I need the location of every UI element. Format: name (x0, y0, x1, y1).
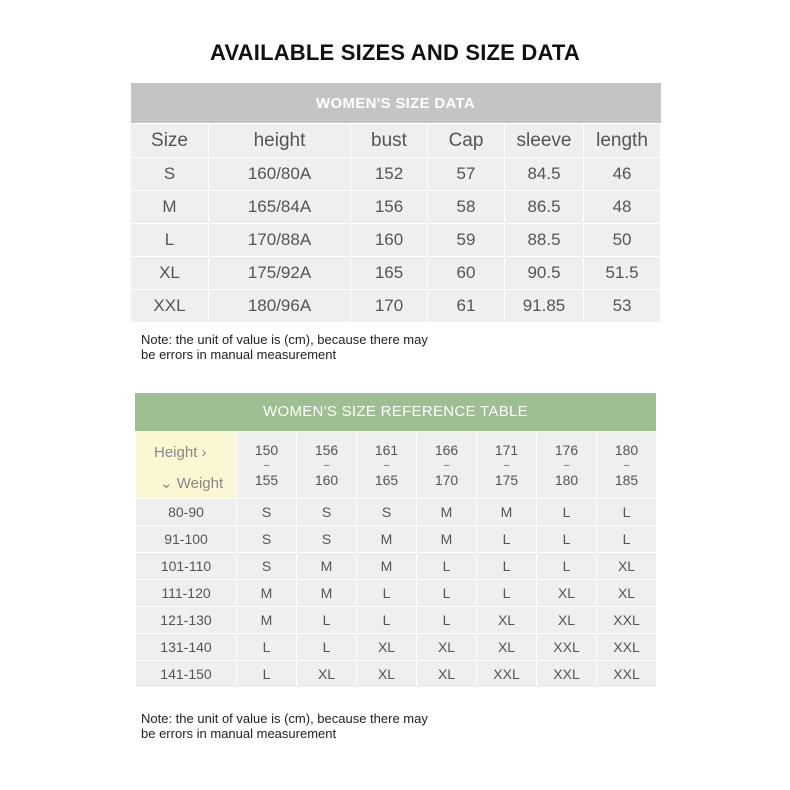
size-cell: M (417, 526, 477, 553)
table-cell: 61 (428, 290, 505, 323)
height-range-cell: 161 – 165 (357, 432, 417, 499)
table-cell: 48 (584, 191, 661, 224)
size-cell: XL (537, 607, 597, 634)
table-cell: 165/84A (209, 191, 351, 224)
table-cell: 160/80A (209, 158, 351, 191)
table-cell: 51.5 (584, 257, 661, 290)
size-cell: S (237, 553, 297, 580)
size-data-table (130, 83, 661, 323)
size-cell: M (417, 499, 477, 526)
size-cell: XL (597, 553, 657, 580)
size-data-banner: WOMEN'S SIZE DATA (131, 83, 661, 124)
size-cell: L (297, 607, 357, 634)
table-cell: L (131, 224, 209, 257)
table-cell: 60 (428, 257, 505, 290)
header-cell: bust (351, 124, 428, 158)
note-line: be errors in manual measurement (141, 347, 337, 362)
table-row (136, 553, 657, 580)
weight-range-cell: 80-90 (136, 499, 237, 526)
size-cell: L (537, 526, 597, 553)
size-cell: XXL (597, 634, 657, 661)
size-cell: L (537, 499, 597, 526)
height-range-cell: 166 – 170 (417, 432, 477, 499)
height-axis-label: Height › (154, 444, 207, 461)
table-row (136, 526, 657, 553)
size-cell: XL (537, 580, 597, 607)
size-data-note (141, 332, 501, 362)
table-cell: S (131, 158, 209, 191)
table-cell: M (131, 191, 209, 224)
height-range-cell: 156 – 160 (297, 432, 357, 499)
table-cell: XL (131, 257, 209, 290)
size-cell: XXL (537, 661, 597, 688)
table-cell: 59 (428, 224, 505, 257)
size-cell: L (417, 580, 477, 607)
table-cell: 160 (351, 224, 428, 257)
header-cell: Size (131, 124, 209, 158)
page-title: AVAILABLE SIZES AND SIZE DATA (209, 40, 581, 65)
table-row (131, 257, 661, 290)
table-row (136, 661, 657, 688)
size-cell: L (357, 580, 417, 607)
reference-header-row (136, 432, 657, 499)
size-cell: L (237, 634, 297, 661)
size-cell: L (477, 553, 537, 580)
size-cell: L (597, 499, 657, 526)
note-line: be errors in manual measurement (141, 726, 337, 741)
size-cell: XL (357, 634, 417, 661)
table-cell: 53 (584, 290, 661, 323)
weight-range-cell: 141-150 (136, 661, 237, 688)
size-cell: S (357, 499, 417, 526)
table-row (136, 499, 657, 526)
weight-axis-label: ⌄ Weight (160, 475, 224, 492)
size-cell: XXL (537, 634, 597, 661)
size-cell: S (297, 499, 357, 526)
table-cell: 91.85 (505, 290, 584, 323)
height-range-cell: 180 – 185 (597, 432, 657, 499)
table-cell: 84.5 (505, 158, 584, 191)
size-cell: XL (297, 661, 357, 688)
table-row (136, 607, 657, 634)
table-row (131, 191, 661, 224)
table-cell: 46 (584, 158, 661, 191)
size-reference-table (135, 431, 657, 688)
size-cell: M (297, 553, 357, 580)
table-cell: 50 (584, 224, 661, 257)
table-cell: 88.5 (505, 224, 584, 257)
size-data-header-row (131, 124, 661, 158)
table-cell: 86.5 (505, 191, 584, 224)
size-cell: M (477, 499, 537, 526)
weight-range-cell: 111-120 (136, 580, 237, 607)
weight-range-cell: 101-110 (136, 553, 237, 580)
table-cell: 170 (351, 290, 428, 323)
table-row (136, 634, 657, 661)
header-cell: sleeve (505, 124, 584, 158)
size-cell: L (297, 634, 357, 661)
table-cell: 57 (428, 158, 505, 191)
reference-note (141, 711, 501, 741)
size-cell: XL (597, 580, 657, 607)
table-row (136, 580, 657, 607)
header-cell: Cap (428, 124, 505, 158)
table-cell: 58 (428, 191, 505, 224)
size-cell: XL (357, 661, 417, 688)
size-cell: L (357, 607, 417, 634)
size-cell: XL (417, 661, 477, 688)
size-cell: S (237, 499, 297, 526)
height-range-cell: 176 – 180 (537, 432, 597, 499)
size-cell: M (357, 553, 417, 580)
table-row (131, 290, 661, 323)
size-cell: S (237, 526, 297, 553)
height-range-cell: 171 – 175 (477, 432, 537, 499)
size-cell: L (477, 580, 537, 607)
table-cell: 90.5 (505, 257, 584, 290)
corner-cell (136, 432, 237, 499)
weight-range-cell: 91-100 (136, 526, 237, 553)
size-cell: XL (477, 634, 537, 661)
weight-range-cell: 121-130 (136, 607, 237, 634)
size-cell: XXL (477, 661, 537, 688)
table-cell: XXL (131, 290, 209, 323)
table-cell: 180/96A (209, 290, 351, 323)
header-cell: height (209, 124, 351, 158)
size-cell: L (417, 607, 477, 634)
size-cell: XL (477, 607, 537, 634)
table-row (131, 158, 661, 191)
table-cell: 175/92A (209, 257, 351, 290)
size-cell: XXL (597, 607, 657, 634)
size-cell: L (597, 526, 657, 553)
table-cell: 152 (351, 158, 428, 191)
size-cell: M (357, 526, 417, 553)
height-range-cell: 150 – 155 (237, 432, 297, 499)
size-cell: M (237, 607, 297, 634)
size-cell: L (537, 553, 597, 580)
size-cell: M (237, 580, 297, 607)
weight-range-cell: 131-140 (136, 634, 237, 661)
size-cell: L (237, 661, 297, 688)
table-cell: 156 (351, 191, 428, 224)
size-cell: M (297, 580, 357, 607)
note-line: Note: the unit of value is (cm), because there may (141, 711, 428, 726)
note-line: Note: the unit of value is (cm), because there may (141, 332, 428, 347)
size-cell: L (477, 526, 537, 553)
size-cell: XXL (597, 661, 657, 688)
table-cell: 165 (351, 257, 428, 290)
header-cell: length (584, 124, 661, 158)
table-cell: 170/88A (209, 224, 351, 257)
size-cell: L (417, 553, 477, 580)
size-cell: XL (417, 634, 477, 661)
size-cell: S (297, 526, 357, 553)
reference-banner: WOMEN'S SIZE REFERENCE TABLE (135, 393, 656, 431)
table-row (131, 224, 661, 257)
